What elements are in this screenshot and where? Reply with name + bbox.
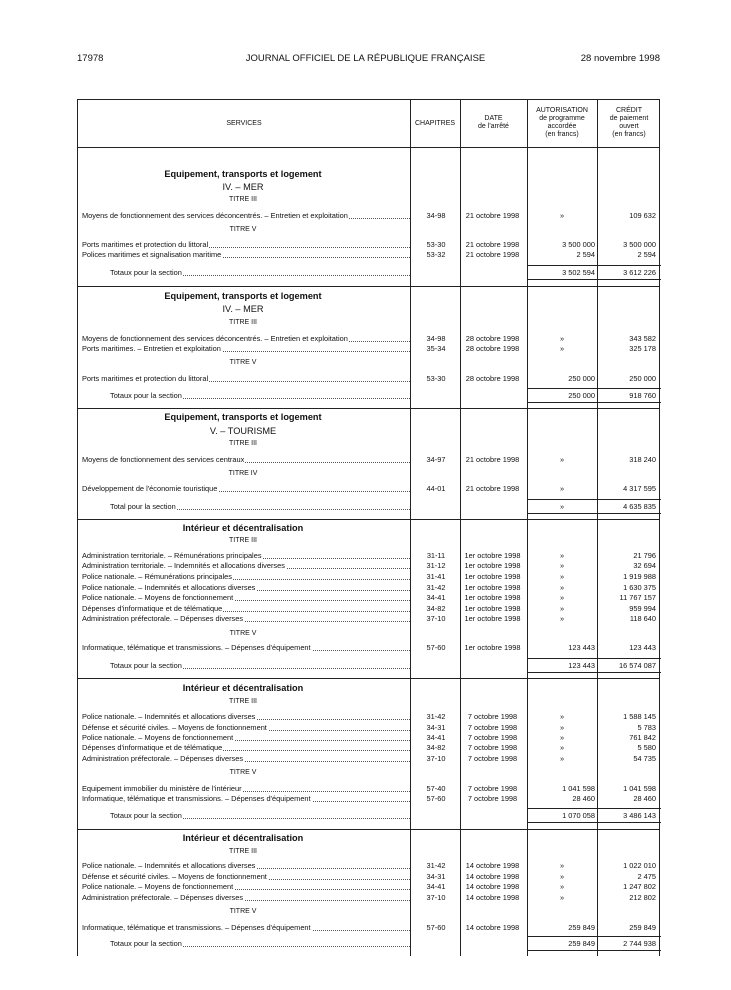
service-cell — [82, 872, 410, 882]
chapitre-cell: 44-01 — [426, 484, 446, 493]
col-divider — [527, 100, 528, 956]
service-cell — [82, 643, 410, 653]
total-rule — [527, 279, 661, 280]
titre-heading: TITRE V — [229, 359, 257, 366]
table-row — [78, 712, 659, 722]
service-cell — [82, 240, 410, 250]
service-label: Administration préfectorale. – Dépenses diverses — [82, 614, 244, 623]
credit-cell: 761 842 — [629, 733, 656, 742]
table-row — [78, 211, 659, 221]
date-cell: 21 octobre 1998 — [465, 240, 520, 249]
table-row — [78, 614, 659, 624]
total-rule — [527, 936, 661, 937]
autorisation-cell: » — [559, 334, 565, 343]
table-row — [78, 374, 659, 384]
date-cell: 7 octobre 1998 — [467, 712, 518, 721]
credit-cell: 3 500 000 — [623, 240, 656, 249]
table-row — [78, 872, 659, 882]
autorisation-cell: » — [559, 743, 565, 752]
total-autorisation: 1 070 058 — [562, 811, 595, 820]
credit-cell: 54 735 — [633, 754, 656, 763]
total-autorisation: 123 443 — [568, 661, 595, 670]
section-divider — [78, 408, 659, 409]
autorisation-cell: 28 460 — [572, 794, 595, 803]
service-cell — [82, 250, 410, 260]
chapitre-cell: 37-10 — [426, 754, 446, 763]
table-row — [78, 923, 659, 933]
total-label: Total pour la section — [110, 502, 176, 511]
total-rule — [527, 513, 661, 514]
service-cell — [82, 551, 410, 561]
total-autorisation: 259 849 — [568, 939, 595, 948]
credit-cell: 109 632 — [629, 211, 656, 220]
credit-cell: 32 694 — [633, 561, 656, 570]
date-cell: 21 octobre 1998 — [465, 250, 520, 259]
credit-cell: 1 247 802 — [623, 882, 656, 891]
titre-heading: TITRE V — [229, 226, 257, 233]
service-cell — [82, 484, 410, 494]
chapitre-cell: 57-40 — [426, 784, 446, 793]
autorisation-cell: » — [559, 572, 565, 581]
header-divider — [78, 147, 659, 148]
service-label: Moyens de fonctionnement des services centraux — [82, 455, 245, 464]
date-cell: 7 octobre 1998 — [467, 754, 518, 763]
chapitre-cell: 57-60 — [426, 923, 446, 932]
table-row — [78, 551, 659, 561]
table-row — [78, 861, 659, 871]
chapitre-cell: 53-30 — [426, 374, 446, 383]
section-divider — [78, 678, 659, 679]
total-credit: 16 574 087 — [619, 661, 656, 670]
chapitre-cell: 34-98 — [426, 334, 446, 343]
appropriations-table — [77, 99, 660, 956]
total-row — [78, 661, 659, 671]
table-row — [78, 561, 659, 571]
date-cell: 28 octobre 1998 — [465, 344, 520, 353]
titre-heading: TITRE V — [229, 769, 257, 776]
service-cell — [82, 923, 410, 933]
credit-cell: 2 594 — [637, 250, 656, 259]
table-row — [78, 743, 659, 753]
service-cell — [82, 211, 410, 221]
total-credit: 4 635 835 — [623, 502, 656, 511]
service-label: Police nationale. – Indemnités et allocations diverses — [82, 583, 256, 592]
service-label: Administration territoriale. – Indemnités et allocations diverses — [82, 561, 285, 570]
service-cell — [82, 882, 410, 892]
credit-cell: 1 919 988 — [623, 572, 656, 581]
autorisation-cell: » — [559, 551, 565, 560]
table-row — [78, 643, 659, 653]
date-cell: 14 octobre 1998 — [465, 923, 520, 932]
total-rule — [527, 499, 661, 500]
autorisation-cell: 2 594 — [576, 250, 595, 259]
date-cell: 7 octobre 1998 — [467, 733, 518, 742]
chapitre-cell: 31-42 — [426, 583, 446, 592]
date-cell: 21 octobre 1998 — [465, 455, 520, 464]
chapitre-cell: 34-82 — [426, 743, 446, 752]
table-row — [78, 784, 659, 794]
service-cell — [82, 374, 410, 384]
titre-heading: TITRE III — [229, 848, 257, 855]
date-cell: 7 octobre 1998 — [467, 794, 518, 803]
autorisation-cell: » — [559, 872, 565, 881]
service-label: Police nationale. – Rémunérations principales — [82, 572, 232, 581]
section-divider — [78, 286, 659, 287]
service-label: Défense et sécurité civiles. – Moyens de fonctionnement — [82, 872, 267, 881]
autorisation-cell: » — [559, 455, 565, 464]
chapitre-cell: 31-12 — [426, 561, 446, 570]
total-rule — [527, 950, 661, 951]
service-cell — [82, 572, 410, 582]
service-label: Moyens de fonctionnement des services déconcentrés. – Entretien et exploitation — [82, 211, 348, 220]
chapitre-cell: 37-10 — [426, 893, 446, 902]
table-row — [78, 572, 659, 582]
total-label: Totaux pour la section — [110, 939, 182, 948]
section-ministry: Intérieur et décentralisation — [182, 523, 304, 533]
table-row — [78, 723, 659, 733]
service-cell — [82, 593, 410, 603]
autorisation-cell: » — [559, 604, 565, 613]
chapitre-cell: 31-42 — [426, 712, 446, 721]
service-label: Equipement immobilier du ministère de l'intérieur — [82, 784, 242, 793]
credit-cell: 123 443 — [629, 643, 656, 652]
service-cell — [82, 893, 410, 903]
credit-cell: 318 240 — [629, 455, 656, 464]
table-row — [78, 733, 659, 743]
chapitre-cell: 31-42 — [426, 861, 446, 870]
total-row — [78, 268, 659, 278]
service-cell — [82, 733, 410, 743]
date-cell: 1er octobre 1998 — [464, 561, 521, 570]
table-row — [78, 882, 659, 892]
service-label: Administration préfectorale. – Dépenses diverses — [82, 754, 244, 763]
service-label: Ports maritimes. – Entretien et exploitation — [82, 344, 221, 353]
service-cell — [82, 604, 410, 614]
service-cell — [82, 561, 410, 571]
autorisation-cell: » — [559, 344, 565, 353]
service-cell — [82, 334, 410, 344]
date-cell: 28 octobre 1998 — [465, 374, 520, 383]
table-row — [78, 484, 659, 494]
autorisation-cell: » — [559, 593, 565, 602]
total-credit: 3 612 226 — [623, 268, 656, 277]
service-label: Administration préfectorale. – Dépenses diverses — [82, 893, 244, 902]
total-row — [78, 811, 659, 821]
section-ministry: Equipement, transports et logement — [164, 169, 322, 179]
total-row — [78, 391, 659, 401]
credit-cell: 212 802 — [629, 893, 656, 902]
col-divider — [410, 100, 411, 956]
autorisation-cell: » — [559, 211, 565, 220]
chapitre-cell: 57-60 — [426, 643, 446, 652]
col-divider — [597, 100, 598, 956]
table-row — [78, 893, 659, 903]
autorisation-cell: 123 443 — [568, 643, 595, 652]
service-label: Polices maritimes et signalisation maritime — [82, 250, 222, 259]
table-row — [78, 240, 659, 250]
service-cell — [82, 861, 410, 871]
total-credit: 2 744 938 — [623, 939, 656, 948]
journal-title: JOURNAL OFFICIEL DE LA RÉPUBLIQUE FRANÇAISE — [245, 53, 486, 64]
date-cell: 21 octobre 1998 — [465, 211, 520, 220]
total-label: Totaux pour la section — [110, 811, 182, 820]
total-rule — [527, 388, 661, 389]
section-ministry: Intérieur et décentralisation — [182, 833, 304, 843]
total-rule — [527, 658, 661, 659]
services-header: SERVICES — [226, 120, 262, 127]
section-ministry: Equipement, transports et logement — [164, 291, 322, 301]
autorisation-cell: » — [559, 561, 565, 570]
credit-cell: 259 849 — [629, 923, 656, 932]
table-row — [78, 794, 659, 804]
chapitre-cell: 57-60 — [426, 794, 446, 803]
total-autorisation: 250 000 — [568, 391, 595, 400]
credit-cell: 5 783 — [637, 723, 656, 732]
total-row — [78, 939, 659, 949]
total-label-cell — [110, 811, 410, 821]
section-subtitle: IV. – MER — [222, 182, 264, 192]
total-credit: 918 760 — [629, 391, 656, 400]
titre-heading: TITRE III — [229, 537, 257, 544]
chapitre-cell: 35-34 — [426, 344, 446, 353]
autorisation-cell: 3 500 000 — [562, 240, 595, 249]
credit-cell: 250 000 — [629, 374, 656, 383]
autorisation-cell: » — [559, 484, 565, 493]
total-rule — [527, 822, 661, 823]
service-label: Police nationale. – Moyens de fonctionnement — [82, 593, 234, 602]
total-label-cell — [110, 502, 410, 512]
total-label: Totaux pour la section — [110, 268, 182, 277]
credit-cell: 4 317 595 — [623, 484, 656, 493]
table-row — [78, 344, 659, 354]
service-label: Dépenses d'informatique et de télématique — [82, 743, 223, 752]
credit-cell: 325 178 — [629, 344, 656, 353]
date-cell: 14 octobre 1998 — [465, 893, 520, 902]
credit-cell: 11 767 157 — [619, 593, 656, 602]
chapitre-cell: 34-41 — [426, 593, 446, 602]
credit-cell: 2 475 — [637, 872, 656, 881]
section-ministry: Intérieur et décentralisation — [182, 683, 304, 693]
section-subtitle: V. – TOURISME — [209, 426, 277, 436]
credit-cell: 343 582 — [629, 334, 656, 343]
section-divider — [78, 519, 659, 520]
service-label: Administration territoriale. – Rémunérations principales — [82, 551, 262, 560]
total-rule — [527, 808, 661, 809]
publication-date: 28 novembre 1998 — [580, 53, 660, 64]
total-rule — [527, 265, 661, 266]
page-number: 17978 — [77, 53, 104, 64]
section-ministry: Equipement, transports et logement — [164, 412, 322, 422]
service-label: Développement de l'économie touristique — [82, 484, 218, 493]
service-label: Ports maritimes et protection du littoral — [82, 240, 209, 249]
section-subtitle: IV. – MER — [222, 304, 264, 314]
chapitre-cell: 53-32 — [426, 250, 446, 259]
chapitre-cell: 34-98 — [426, 211, 446, 220]
service-label: Informatique, télématique et transmissions. – Dépenses d'équipement — [82, 923, 311, 932]
autorisation-cell: 250 000 — [568, 374, 595, 383]
total-label-cell — [110, 939, 410, 949]
date-cell: 1er octobre 1998 — [464, 614, 521, 623]
total-autorisation: » — [559, 502, 565, 511]
chapitre-cell: 37-10 — [426, 614, 446, 623]
table-row — [78, 334, 659, 344]
date-cell: 14 octobre 1998 — [465, 882, 520, 891]
date-cell: 14 octobre 1998 — [465, 861, 520, 870]
service-cell — [82, 754, 410, 764]
service-cell — [82, 723, 410, 733]
col-divider — [460, 100, 461, 956]
credit-cell: 28 460 — [633, 794, 656, 803]
total-label-cell — [110, 391, 410, 401]
date-cell: 28 octobre 1998 — [465, 334, 520, 343]
date-cell: 14 octobre 1998 — [465, 872, 520, 881]
titre-heading: TITRE IV — [228, 470, 258, 477]
chapitre-cell: 34-41 — [426, 882, 446, 891]
autorisation-cell: » — [559, 712, 565, 721]
credit-cell: 118 640 — [629, 614, 656, 623]
table-row — [78, 455, 659, 465]
table-row — [78, 754, 659, 764]
total-label-cell — [110, 268, 410, 278]
total-rule — [527, 672, 661, 673]
chapitre-cell: 53-30 — [426, 240, 446, 249]
service-cell — [82, 583, 410, 593]
date-cell: 7 octobre 1998 — [467, 743, 518, 752]
service-cell — [82, 712, 410, 722]
service-label: Police nationale. – Indemnités et allocations diverses — [82, 861, 256, 870]
chapitre-cell: 34-82 — [426, 604, 446, 613]
autorisation-cell: » — [559, 861, 565, 870]
titre-heading: TITRE III — [229, 196, 257, 203]
date-cell: 7 octobre 1998 — [467, 784, 518, 793]
chapitre-cell: 31-41 — [426, 572, 446, 581]
total-label-cell — [110, 661, 410, 671]
section-divider — [78, 829, 659, 830]
total-row — [78, 502, 659, 512]
autorisation-cell: » — [559, 614, 565, 623]
service-cell — [82, 344, 410, 354]
date-cell: 1er octobre 1998 — [464, 572, 521, 581]
service-label: Police nationale. – Moyens de fonctionnement — [82, 733, 234, 742]
date-cell: 1er octobre 1998 — [464, 604, 521, 613]
autorisation-cell: » — [559, 733, 565, 742]
autorisation-cell: » — [559, 723, 565, 732]
chapitre-cell: 34-31 — [426, 872, 446, 881]
credit-cell: 1 022 010 — [623, 861, 656, 870]
table-row — [78, 604, 659, 614]
credit-cell: 1 630 375 — [623, 583, 656, 592]
date-header: DATE de l'arrêté — [478, 115, 509, 130]
credit-cell: 5 580 — [637, 743, 656, 752]
autorisation-cell: » — [559, 754, 565, 763]
chapitres-header: CHAPITRES — [414, 120, 456, 127]
total-label: Totaux pour la section — [110, 661, 182, 670]
credit-cell: 1 588 145 — [623, 712, 656, 721]
service-label: Moyens de fonctionnement des services déconcentrés. – Entretien et exploitation — [82, 334, 348, 343]
chapitre-cell: 34-97 — [426, 455, 446, 464]
total-autorisation: 3 502 594 — [562, 268, 595, 277]
service-cell — [82, 455, 410, 465]
titre-heading: TITRE III — [229, 698, 257, 705]
chapitre-cell: 31-11 — [426, 551, 446, 560]
credit-cell: 21 796 — [633, 551, 656, 560]
chapitre-cell: 34-41 — [426, 733, 446, 742]
total-credit: 3 486 143 — [623, 811, 656, 820]
service-label: Police nationale. – Indemnités et allocations diverses — [82, 712, 256, 721]
service-label: Informatique, télématique et transmissions. – Dépenses d'équipement — [82, 643, 311, 652]
credit-cell: 959 994 — [629, 604, 656, 613]
service-cell — [82, 743, 410, 753]
table-row — [78, 593, 659, 603]
service-cell — [82, 794, 410, 804]
autorisation-header: AUTORISATION de programme accordée (en francs) — [536, 107, 588, 138]
autorisation-cell: » — [559, 893, 565, 902]
chapitre-cell: 34-31 — [426, 723, 446, 732]
date-cell: 1er octobre 1998 — [464, 593, 521, 602]
credit-header: CRÉDIT de paiement ouvert (en francs) — [609, 107, 649, 138]
date-cell: 1er octobre 1998 — [464, 551, 521, 560]
date-cell: 21 octobre 1998 — [465, 484, 520, 493]
date-cell: 1er octobre 1998 — [464, 583, 521, 592]
autorisation-cell: » — [559, 583, 565, 592]
titre-heading: TITRE III — [229, 319, 257, 326]
titre-heading: TITRE V — [229, 630, 257, 637]
service-label: Dépenses d'informatique et de télématique — [82, 604, 223, 613]
credit-cell: 1 041 598 — [623, 784, 656, 793]
service-label: Défense et sécurité civiles. – Moyens de fonctionnement — [82, 723, 267, 732]
total-rule — [527, 402, 661, 403]
service-cell — [82, 614, 410, 624]
total-label: Totaux pour la section — [110, 391, 182, 400]
service-label: Ports maritimes et protection du littoral — [82, 374, 209, 383]
titre-heading: TITRE V — [229, 908, 257, 915]
service-label: Informatique, télématique et transmissions. – Dépenses d'équipement — [82, 794, 311, 803]
service-label: Police nationale. – Moyens de fonctionnement — [82, 882, 234, 891]
table-row — [78, 583, 659, 593]
autorisation-cell: » — [559, 882, 565, 891]
date-cell: 1er octobre 1998 — [464, 643, 521, 652]
date-cell: 7 octobre 1998 — [467, 723, 518, 732]
service-cell — [82, 784, 410, 794]
table-row — [78, 250, 659, 260]
titre-heading: TITRE III — [229, 440, 257, 447]
autorisation-cell: 259 849 — [568, 923, 595, 932]
autorisation-cell: 1 041 598 — [562, 784, 595, 793]
